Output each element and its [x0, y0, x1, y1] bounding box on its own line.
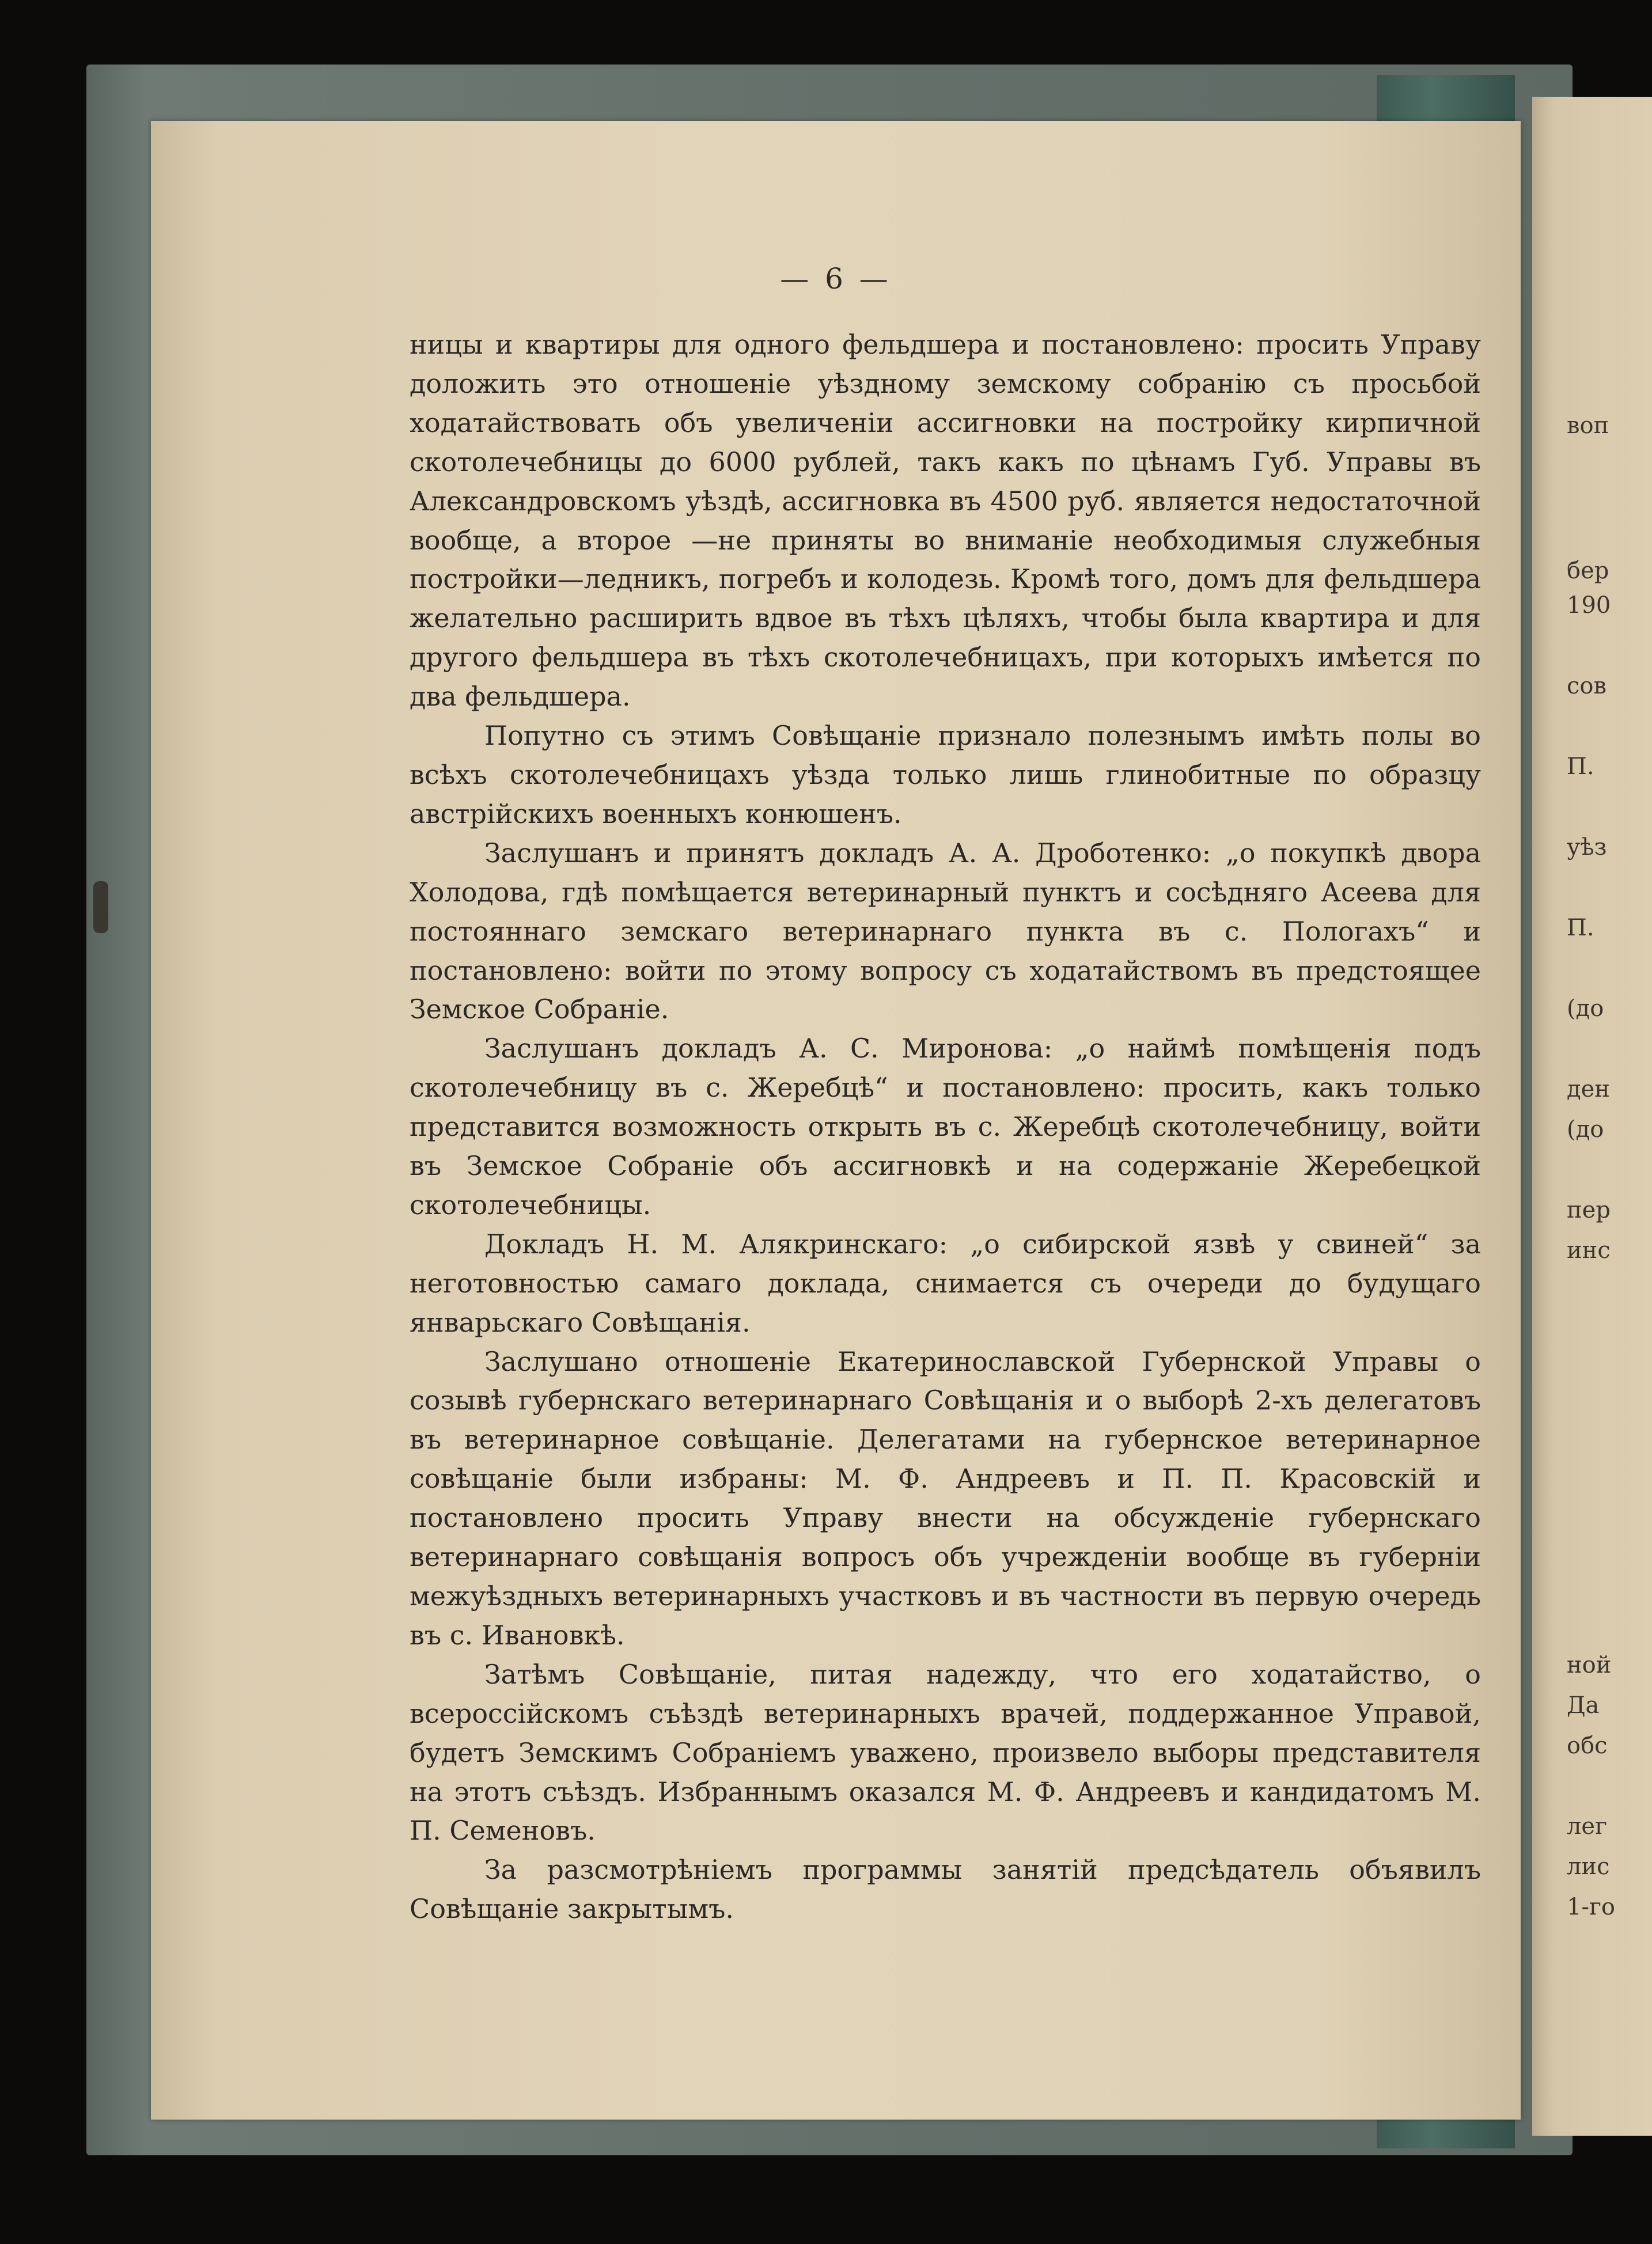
next-page-fragment: воп	[1567, 412, 1609, 439]
paragraph: Затѣмъ Совѣщаніе, питая надежду, что его ходатайство, о всероссійскомъ съѣздѣ ветеринарныхъ врачей, поддержанное Управой, будетъ Земскимъ Собраніемъ уважено, произвело выборы представителя на этотъ съѣздъ. Избраннымъ оказался М. Ф. Андреевъ и кандидатомъ М. П. Семеновъ.	[410, 1658, 1481, 1847]
binding-hole	[93, 881, 108, 933]
paragraph: Заслушанъ докладъ А. С. Миронова: „о наймѣ помѣщенія подъ скотолечебницу въ с. Жеребцѣ“ и постановлено: просить, какъ только представится возможность открыть въ с. Жеребцѣ скотолечебницу, войти въ Земское Собраніе объ ассигновкѣ и на содержаніе Жеребецкой скотолечебницы.	[410, 1033, 1481, 1220]
next-page-fragment: лис	[1567, 1853, 1610, 1880]
paragraph: За разсмотрѣніемъ программы занятій предсѣдатель объявилъ Совѣщаніе закрытымъ.	[410, 1854, 1481, 1925]
page-number: — 6 —	[780, 262, 892, 295]
next-page-fragment: сов	[1567, 673, 1607, 699]
next-page-fragment: инс	[1567, 1237, 1611, 1264]
next-page-fragment: П.	[1567, 753, 1594, 780]
next-page-fragment: обс	[1567, 1733, 1608, 1759]
body-text	[410, 325, 1481, 1929]
paragraph: Докладъ Н. М. Алякринскаго: „о сибирской язвѣ у свиней“ за неготовностью самаго доклада, снимается съ очереди до будущаго январьскаго Совѣщанія.	[410, 1228, 1481, 1338]
next-page-fragment: 190	[1567, 592, 1611, 619]
next-page-fragment: 1-го	[1567, 1894, 1616, 1920]
next-page-edge	[1532, 97, 1652, 2136]
document-page	[151, 121, 1521, 2120]
next-page-fragment: пер	[1567, 1197, 1611, 1223]
next-page-fragment: лег	[1567, 1813, 1608, 1840]
next-page-fragment: бер	[1567, 558, 1609, 584]
paragraph: Заслушанъ и принятъ докладъ А. А. Дроботенко: „о покупкѣ двора Холодова, гдѣ помѣщается ветеринарный пунктъ и сосѣдняго Асеева для постояннаго земскаго ветеринарнаго пункта въ с. Пологахъ“ и постановлено: войти по этому вопросу съ ходатайствомъ въ предстоящее Земское Собраніе.	[410, 837, 1481, 1025]
next-page-fragment: (до	[1567, 1116, 1604, 1143]
next-page-fragment: (до	[1567, 995, 1604, 1022]
next-page-fragment: уѣз	[1567, 834, 1607, 861]
paragraph: ницы и квартиры для одного фельдшера и постановлено: просить Управу доложить это отношеніе уѣздному земскому собранію съ просьбой ходатайствовать объ увеличеніи ассигновки на постройку кирпичной скотолечебницы до 6000 рублей, такъ какъ по цѣнамъ Губ. Управы въ Александровскомъ уѣздѣ, ассигновка въ 4500 руб. является недостаточной вообще, а второе —не приняты во вниманіе необходимыя служебныя постройки—ледникъ, погребъ и колодезь. Кромѣ того, домъ для фельдшера желательно расширить вдвое въ тѣхъ цѣляхъ, чтобы была квартира и для другого фельдшера въ тѣхъ скотолечебницахъ, при которыхъ имѣется по два фельдшера.	[410, 329, 1481, 712]
paragraph: Попутно съ этимъ Совѣщаніе признало полезнымъ имѣть полы во всѣхъ скотолечебницахъ уѣзда только лишь глинобитные по образцу австрійскихъ военныхъ конюшенъ.	[410, 720, 1481, 829]
next-page-fragment: Да	[1567, 1692, 1600, 1719]
next-page-fragment: ден	[1567, 1076, 1610, 1102]
paragraph: Заслушано отношеніе Екатеринославской Губернской Управы о созывѣ губернскаго ветеринарнаго Совѣщанія и о выборѣ 2-хъ делегатовъ въ ветеринарное совѣщаніе. Делегатами на губернское ветеринарное совѣщаніе были избраны: М. Ф. Андреевъ и П. П. Красовскій и постановлено просить Управу внести на обсужденіе губернскаго ветеринарнаго совѣщанія вопросъ объ учрежденіи вообще въ губерніи межуѣздныхъ ветеринарныхъ участковъ и въ частности въ первую очередь въ с. Ивановкѣ.	[410, 1345, 1481, 1651]
next-page-fragment: ной	[1567, 1652, 1612, 1678]
next-page-fragment: П.	[1567, 915, 1594, 941]
